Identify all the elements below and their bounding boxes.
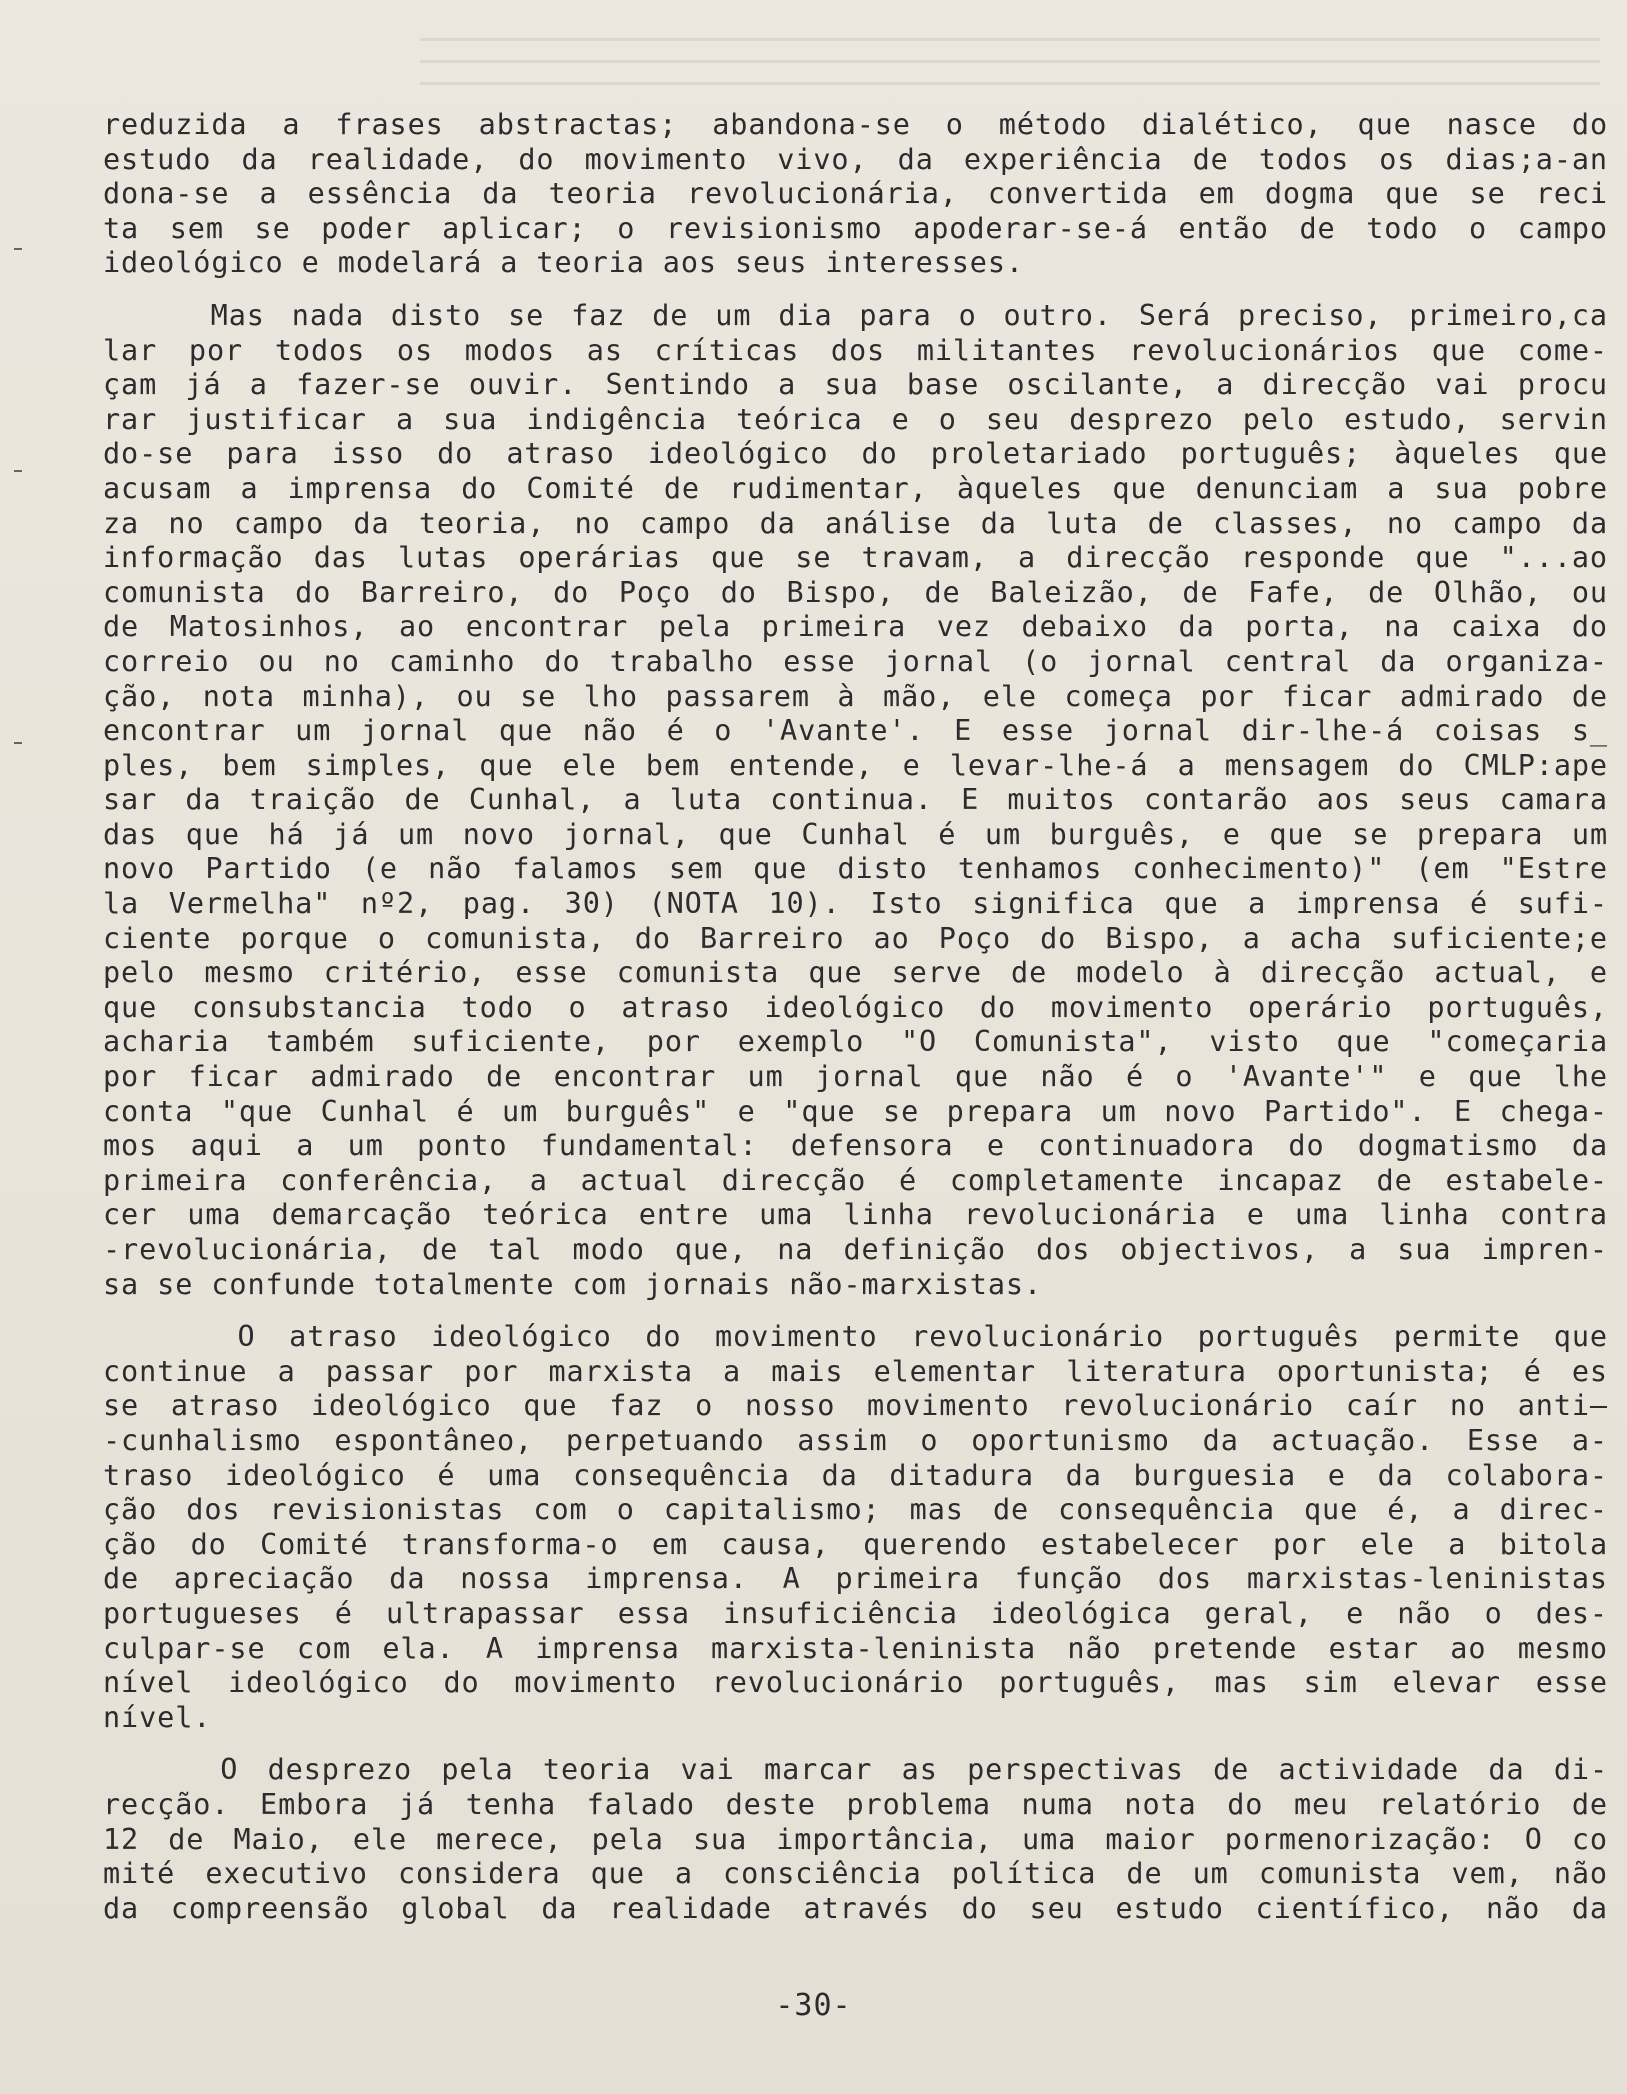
text-line: rar justificar a sua indigência teórica e o seu desprezo pelo estudo, servin — [103, 402, 1608, 436]
text-line: O desprezo pela teoria vai marcar as perspectivas de actividade da di- — [103, 1753, 1608, 1787]
text-line: cer uma demarcação teórica entre uma linha revolucionária e uma linha contra — [103, 1198, 1608, 1232]
text-line: mos aqui a um ponto fundamental: defensora e continuadora do dogmatismo da — [103, 1129, 1608, 1163]
text-line: culpar-se com ela. A imprensa marxista-leninista não pretende estar ao mesmo — [103, 1631, 1608, 1665]
text-line: mité executivo considera que a consciência política de um comunista vem, não — [103, 1857, 1608, 1891]
text-line: correio ou no caminho do trabalho esse jornal (o jornal central da organiza- — [103, 644, 1608, 678]
text-line: ta sem se poder aplicar; o revisionismo apoderar-se-á então de todo o campo — [103, 211, 1608, 245]
text-line: encontrar um jornal que não é o 'Avante'. E esse jornal dir-lhe-á coisas s_ — [103, 714, 1608, 748]
text-line: 12 de Maio, ele merece, pela sua importância, uma maior pormenorização: O co — [103, 1822, 1608, 1856]
text-line: comunista do Barreiro, do Poço do Bispo, de Baleizão, de Fafe, de Olhão, ou — [103, 575, 1608, 609]
text-line: pelo mesmo critério, esse comunista que serve de modelo à direcção actual, e — [103, 956, 1608, 990]
margin-mark — [14, 742, 22, 744]
text-line: nível. — [103, 1700, 212, 1734]
paragraph-3 — [103, 1320, 1608, 1735]
paragraph-1 — [103, 108, 1608, 281]
text-line: -cunhalismo espontâneo, perpetuando assim o oportunismo da actuação. Esse a- — [103, 1423, 1608, 1457]
text-line: reduzida a frases abstractas; abandona-se o método dialético, que nasce do — [103, 108, 1608, 141]
text-line: nível ideológico do movimento revolucionário português, mas sim elevar esse — [103, 1666, 1608, 1700]
text-line: novo Partido (e não falamos sem que disto tenhamos conhecimento)" (em "Estre — [103, 852, 1608, 886]
text-line: traso ideológico é uma consequência da ditadura da burguesia e da colabora- — [103, 1458, 1608, 1492]
bleed-through-text — [420, 38, 1600, 98]
text-line: da compreensão global da realidade através do seu estudo científico, não da — [103, 1891, 1608, 1925]
text-line: sar da traição de Cunhal, a luta continua. E muitos contarão aos seus camara — [103, 783, 1608, 817]
text-line: de apreciação da nossa imprensa. A primeira função dos marxistas-leninistas — [103, 1562, 1608, 1596]
text-line: za no campo da teoria, no campo da análise da luta de classes, no campo da — [103, 506, 1608, 540]
text-line: das que há já um novo jornal, que Cunhal é um burguês, e que se prepara um — [103, 817, 1608, 851]
text-line: O atraso ideológico do movimento revolucionário português permite que — [103, 1320, 1608, 1354]
text-line: ideológico e modelará a teoria aos seus interesses. — [103, 246, 1024, 280]
page-number: -30- — [775, 1988, 852, 2023]
text-line: primeira conferência, a actual direcção é completamente incapaz de estabele- — [103, 1163, 1608, 1197]
text-line: acusam a imprensa do Comité de rudimentar, àqueles que denunciam a sua pobre — [103, 471, 1608, 505]
text-line: ção dos revisionistas com o capitalismo; mas de consequência que é, a direc- — [103, 1493, 1608, 1527]
text-line: que consubstancia todo o atraso ideológico do movimento operário português, — [103, 990, 1608, 1024]
margin-mark — [14, 470, 22, 472]
text-line: çam já a fazer-se ouvir. Sentindo a sua base oscilante, a direcção vai procu — [103, 368, 1608, 402]
paragraph-4 — [103, 1753, 1608, 1926]
text-line: sa se confunde totalmente com jornais não-marxistas. — [103, 1267, 1043, 1301]
text-line: la Vermelha" nº2, pag. 30) (NOTA 10). Isto significa que a imprensa é sufi- — [103, 887, 1608, 921]
paragraph-2 — [103, 299, 1608, 1302]
text-line: do-se para isso do atraso ideológico do proletariado português; àqueles que — [103, 437, 1608, 471]
text-line: estudo da realidade, do movimento vivo, da experiência de todos os dias;a-an — [103, 142, 1608, 176]
body-text — [103, 108, 1608, 1926]
text-line: -revolucionária, de tal modo que, na definição dos objectivos, a sua impren- — [103, 1233, 1608, 1266]
text-line: dona-se a essência da teoria revolucionária, convertida em dogma que se reci — [103, 177, 1608, 211]
margin-mark — [14, 248, 22, 250]
text-line: portugueses é ultrapassar essa insuficiência ideológica geral, e não o des- — [103, 1596, 1608, 1630]
text-line: ples, bem simples, que ele bem entende, e levar-lhe-á a mensagem do CMLP:ape — [103, 748, 1608, 782]
text-line: recção. Embora já tenha falado deste problema numa nota do meu relatório de — [103, 1787, 1608, 1821]
text-line: ção do Comité transforma-o em causa, querendo estabelecer por ele a bitola — [103, 1527, 1608, 1561]
text-line: se atraso ideológico que faz o nosso movimento revolucionário caír no anti— — [103, 1389, 1608, 1423]
text-line: conta "que Cunhal é um burguês" e "que se prepara um novo Partido". E chega- — [103, 1094, 1608, 1128]
text-line: de Matosinhos, ao encontrar pela primeira vez debaixo da porta, na caixa do — [103, 610, 1608, 644]
text-line: lar por todos os modos as críticas dos militantes revolucionários que come- — [103, 333, 1608, 367]
text-line: acharia também suficiente, por exemplo "O Comunista", visto que "começaria — [103, 1025, 1608, 1059]
text-line: ciente porque o comunista, do Barreiro ao Poço do Bispo, a acha suficiente;e — [103, 921, 1608, 955]
text-line: ção, nota minha), ou se lho passarem à mão, ele começa por ficar admirado de — [103, 679, 1608, 713]
text-line: Mas nada disto se faz de um dia para o outro. Será preciso, primeiro,ca — [103, 298, 1608, 332]
text-line: continue a passar por marxista a mais elementar literatura oportunista; é es — [103, 1354, 1608, 1388]
text-line: por ficar admirado de encontrar um jornal que não é o 'Avante'" e que lhe — [103, 1060, 1608, 1094]
text-line: informação das lutas operárias que se travam, a direcção responde que "...ao — [103, 541, 1608, 575]
